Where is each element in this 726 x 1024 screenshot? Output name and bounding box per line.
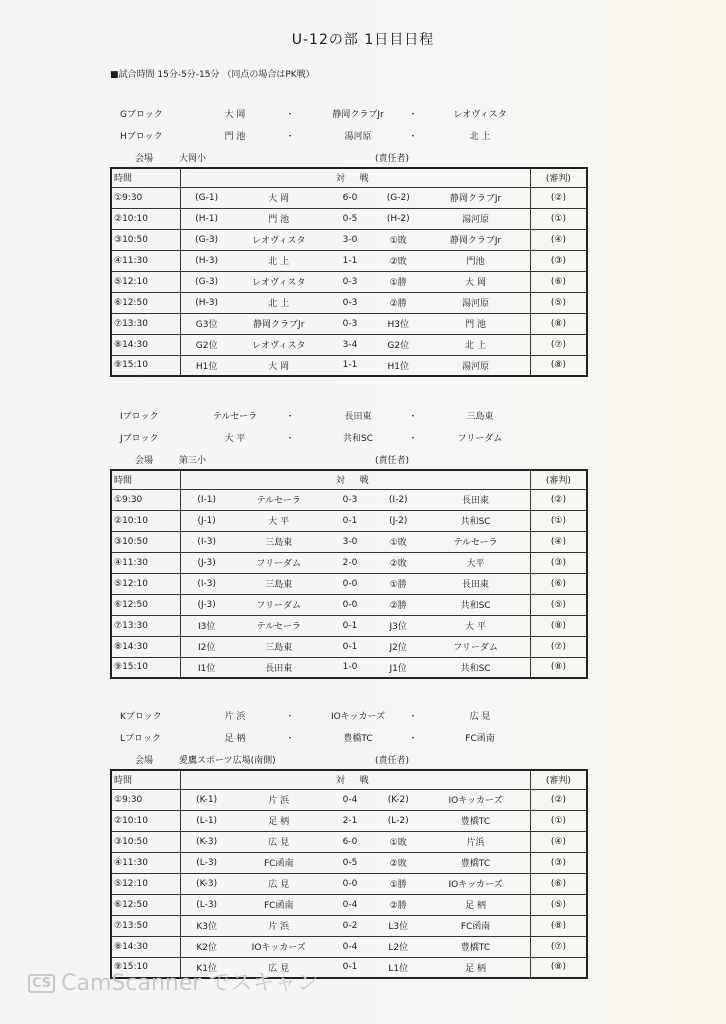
table-row [111, 936, 587, 957]
match-score: 0-5 [325, 208, 375, 229]
away-team: 共和SC [421, 594, 530, 615]
away-code: J2位 [375, 636, 421, 657]
home-code: (G-3) [180, 271, 232, 292]
away-team: 大平 [421, 552, 530, 573]
home-team: 広 見 [233, 831, 325, 852]
venue-label: 会場 [135, 154, 154, 164]
block-team: 共和SC [343, 434, 373, 444]
away-code: ②勝 [375, 594, 421, 615]
match-score: 1-1 [325, 355, 375, 376]
away-team: 門池 [421, 250, 530, 271]
table-row [111, 510, 587, 531]
referee: (⑥) [530, 873, 587, 894]
match-time: ⑦13:50 [111, 915, 180, 936]
match-score: 6-0 [325, 831, 375, 852]
home-code: K2位 [180, 936, 232, 957]
away-code: ①勝 [375, 271, 421, 292]
block-name: Gブロック [120, 110, 163, 120]
table-row [111, 552, 587, 573]
away-team: 豊橋TC [421, 852, 530, 873]
block-team: レオヴィスタ [453, 110, 507, 120]
away-code: H3位 [375, 313, 421, 334]
header-match: 対 戦 [180, 770, 530, 789]
home-team: テルセーラ [233, 615, 325, 636]
away-code: ①勝 [375, 873, 421, 894]
venue-name: 大岡小 [179, 154, 207, 164]
away-team: 豊橋TC [421, 810, 530, 831]
away-team: フリーダム [421, 636, 530, 657]
match-score: 3-0 [325, 229, 375, 250]
match-score: 0-1 [325, 957, 375, 978]
block-name: Hブロック [120, 132, 163, 142]
table-row [111, 789, 587, 810]
referee: (⑧) [530, 957, 587, 978]
block-name: Lブロック [120, 734, 161, 744]
table-row [111, 355, 587, 376]
away-team: 大 平 [421, 615, 530, 636]
separator-dot: ・ [285, 132, 295, 142]
home-code: (J-1) [180, 510, 232, 531]
responsible-label: (責任者) [375, 456, 410, 466]
home-code: G2位 [180, 334, 232, 355]
referee: (⑧) [530, 915, 587, 936]
referee: (⑤) [530, 292, 587, 313]
separator-dot: ・ [408, 712, 418, 722]
away-code: (G-2) [375, 187, 421, 208]
home-team: FC函南 [233, 852, 325, 873]
referee: (④) [530, 531, 587, 552]
match-time: ⑥12:50 [111, 292, 180, 313]
referee: (⑤) [530, 594, 587, 615]
table-row [111, 873, 587, 894]
separator-dot: ・ [285, 434, 295, 444]
home-team: 広 見 [233, 957, 325, 978]
home-code: (H-3) [180, 292, 232, 313]
venue-label: 会場 [135, 756, 154, 766]
table-row [111, 250, 587, 271]
home-team: 三島東 [233, 531, 325, 552]
referee: (⑦) [530, 936, 587, 957]
home-code: K3位 [180, 915, 232, 936]
table-row [111, 292, 587, 313]
match-time: ⑨15:10 [111, 657, 180, 678]
home-team: 門 池 [233, 208, 325, 229]
schedule-table [110, 167, 588, 377]
match-score: 3-0 [325, 531, 375, 552]
away-team: 足 柄 [421, 894, 530, 915]
block-team: 片 浜 [224, 712, 246, 722]
block-team: 静岡クラブJr [332, 110, 384, 120]
match-time: ⑨15:10 [111, 355, 180, 376]
match-score: 6-0 [325, 187, 375, 208]
table-header-row [111, 770, 587, 789]
away-code: (K-2) [375, 789, 421, 810]
home-code: K1位 [180, 957, 232, 978]
block-name: Iブロック [120, 412, 159, 422]
home-code: (L-3) [180, 852, 232, 873]
referee: (①) [530, 208, 587, 229]
table-row [111, 852, 587, 873]
match-score: 0-4 [325, 789, 375, 810]
header-time: 時間 [111, 770, 180, 789]
away-code: (I-2) [375, 489, 421, 510]
referee: (④) [530, 831, 587, 852]
match-score: 3-4 [325, 334, 375, 355]
header-time: 時間 [111, 168, 180, 187]
home-team: 片 浜 [233, 915, 325, 936]
block-team: 長田東 [344, 412, 372, 422]
match-time: ③10:50 [111, 831, 180, 852]
separator-dot: ・ [285, 734, 295, 744]
away-code: ②敗 [375, 552, 421, 573]
away-team: 長田東 [421, 489, 530, 510]
away-code: J3位 [375, 615, 421, 636]
match-score: 0-3 [325, 292, 375, 313]
venue-label: 会場 [135, 456, 154, 466]
home-team: 三島東 [233, 573, 325, 594]
home-team: 長田東 [233, 657, 325, 678]
table-row [111, 573, 587, 594]
block-team: FC函南 [465, 734, 495, 744]
match-score: 0-1 [325, 615, 375, 636]
away-code: ②敗 [375, 250, 421, 271]
away-code: ②勝 [375, 894, 421, 915]
block-team: テルセーラ [212, 412, 258, 422]
match-score: 0-1 [325, 636, 375, 657]
match-time: ⑧14:30 [111, 334, 180, 355]
away-code: (H-2) [375, 208, 421, 229]
match-time: ③10:50 [111, 229, 180, 250]
match-time: ⑧14:30 [111, 636, 180, 657]
home-team: 三島東 [233, 636, 325, 657]
away-team: 共和SC [421, 510, 530, 531]
home-code: (J-3) [180, 594, 232, 615]
referee: (②) [530, 489, 587, 510]
page-title: U-12の部 1日目日程 [291, 32, 435, 48]
block-team: 三島東 [466, 412, 494, 422]
camscanner-watermark [28, 966, 318, 997]
table-row [111, 615, 587, 636]
separator-dot: ・ [408, 434, 418, 444]
home-team: レオヴィスタ [233, 271, 325, 292]
away-code: (J-2) [375, 510, 421, 531]
away-team: 片浜 [421, 831, 530, 852]
away-code: L3位 [375, 915, 421, 936]
home-team: テルセーラ [233, 489, 325, 510]
match-time: ④11:30 [111, 852, 180, 873]
match-score: 1-1 [325, 250, 375, 271]
away-team: 静岡クラブJr [421, 229, 530, 250]
venue-name: 愛鷹スポーツ広場(南側) [179, 756, 276, 766]
home-code: (L-1) [180, 810, 232, 831]
referee: (⑧) [530, 615, 587, 636]
block-team: 湯河原 [344, 132, 372, 142]
separator-dot: ・ [408, 412, 418, 422]
home-code: (I-1) [180, 489, 232, 510]
home-code: (K-1) [180, 789, 232, 810]
home-team: 大 岡 [233, 187, 325, 208]
table-row [111, 313, 587, 334]
match-time: ⑥12:50 [111, 894, 180, 915]
separator-dot: ・ [408, 734, 418, 744]
match-time-note: ■試合時間 15分-5分-15分 （同点の場合はPK戦） [110, 70, 315, 80]
table-header-row [111, 470, 587, 489]
match-time: ②10:10 [111, 208, 180, 229]
home-team: フリーダム [233, 552, 325, 573]
referee: (①) [530, 810, 587, 831]
home-code: (L-3) [180, 894, 232, 915]
match-time: ⑥12:50 [111, 594, 180, 615]
away-code: L1位 [375, 957, 421, 978]
match-time: ①9:30 [111, 489, 180, 510]
match-time: ⑨15:10 [111, 957, 180, 978]
home-team: 静岡クラブJr [233, 313, 325, 334]
referee: (③) [530, 552, 587, 573]
separator-dot: ・ [285, 412, 295, 422]
away-team: 湯河原 [421, 208, 530, 229]
home-team: 大 岡 [233, 355, 325, 376]
home-code: (K-3) [180, 831, 232, 852]
match-time: ②10:10 [111, 810, 180, 831]
away-code: ①敗 [375, 531, 421, 552]
match-score: 0-4 [325, 936, 375, 957]
referee: (⑤) [530, 894, 587, 915]
home-code: I2位 [180, 636, 232, 657]
home-code: G3位 [180, 313, 232, 334]
home-team: 片 浜 [233, 789, 325, 810]
home-team: レオヴィスタ [233, 334, 325, 355]
referee: (⑥) [530, 573, 587, 594]
home-code: I1位 [180, 657, 232, 678]
separator-dot: ・ [408, 110, 418, 120]
away-team: 大 岡 [421, 271, 530, 292]
away-team: IOキッカーズ [421, 873, 530, 894]
separator-dot: ・ [408, 132, 418, 142]
match-time: ⑧14:30 [111, 936, 180, 957]
match-time: ①9:30 [111, 789, 180, 810]
responsible-label: (責任者) [375, 756, 410, 766]
block-name: Jブロック [120, 434, 159, 444]
away-team: 湯河原 [421, 355, 530, 376]
home-team: 北 上 [233, 292, 325, 313]
match-score: 0-3 [325, 489, 375, 510]
home-code: (G-1) [180, 187, 232, 208]
referee: (②) [530, 789, 587, 810]
away-team: 足 柄 [421, 957, 530, 978]
table-row [111, 208, 587, 229]
table-row [111, 810, 587, 831]
responsible-label: (責任者) [375, 154, 410, 164]
block-team: 豊橋TC [343, 734, 373, 744]
away-team: テルセーラ [421, 531, 530, 552]
match-score: 2-1 [325, 810, 375, 831]
match-time: ⑤12:10 [111, 873, 180, 894]
block-name: Kブロック [120, 712, 162, 722]
table-row [111, 594, 587, 615]
home-team: 広 見 [233, 873, 325, 894]
table-row [111, 271, 587, 292]
venue-name: 第三小 [179, 456, 207, 466]
referee: (⑧) [530, 355, 587, 376]
match-time: ⑤12:10 [111, 573, 180, 594]
home-code: (I-3) [180, 573, 232, 594]
table-row [111, 531, 587, 552]
home-code: (G-3) [180, 229, 232, 250]
away-team: FC函南 [421, 915, 530, 936]
match-time: ⑦13:30 [111, 313, 180, 334]
home-code: (H-1) [180, 208, 232, 229]
match-score: 0-2 [325, 915, 375, 936]
match-score: 0-1 [325, 510, 375, 531]
home-team: FC函南 [233, 894, 325, 915]
away-code: ①敗 [375, 229, 421, 250]
referee: (⑦) [530, 334, 587, 355]
home-team: 北 上 [233, 250, 325, 271]
match-time: ②10:10 [111, 510, 180, 531]
away-code: (L-2) [375, 810, 421, 831]
table-row [111, 657, 587, 678]
away-team: 共和SC [421, 657, 530, 678]
home-code: (H-3) [180, 250, 232, 271]
header-referee: (審判) [530, 470, 587, 489]
home-team: フリーダム [233, 594, 325, 615]
header-time: 時間 [111, 470, 180, 489]
away-code: H1位 [375, 355, 421, 376]
away-team: 湯河原 [421, 292, 530, 313]
match-time: ⑤12:10 [111, 271, 180, 292]
table-header-row [111, 168, 587, 187]
camscanner-logo-icon: CS [28, 974, 55, 993]
block-team: 大 平 [224, 434, 246, 444]
home-team: 大 平 [233, 510, 325, 531]
block-team: IOキッカーズ [330, 712, 386, 722]
away-code: L2位 [375, 936, 421, 957]
table-row [111, 229, 587, 250]
header-referee: (審判) [530, 168, 587, 187]
away-code: ②勝 [375, 292, 421, 313]
header-match: 対 戦 [180, 168, 530, 187]
table-row [111, 894, 587, 915]
home-team: IOキッカーズ [233, 936, 325, 957]
away-code: ①勝 [375, 573, 421, 594]
home-code: H1位 [180, 355, 232, 376]
away-code: G2位 [375, 334, 421, 355]
separator-dot: ・ [285, 712, 295, 722]
referee: (⑦) [530, 636, 587, 657]
separator-dot: ・ [285, 110, 295, 120]
referee: (⑧) [530, 313, 587, 334]
header-match: 対 戦 [180, 470, 530, 489]
match-score: 0-0 [325, 573, 375, 594]
referee: (①) [530, 510, 587, 531]
schedule-table [110, 769, 588, 979]
block-team: 門 池 [224, 132, 246, 142]
table-row [111, 831, 587, 852]
match-score: 0-5 [325, 852, 375, 873]
match-score: 1-0 [325, 657, 375, 678]
header-referee: (審判) [530, 770, 587, 789]
home-team: 足 柄 [233, 810, 325, 831]
home-code: (K-3) [180, 873, 232, 894]
block-team: 足 柄 [224, 734, 246, 744]
schedule-table [110, 469, 588, 679]
match-score: 2-0 [325, 552, 375, 573]
block-team: 広 見 [469, 712, 491, 722]
away-team: 門 池 [421, 313, 530, 334]
away-code: ①敗 [375, 831, 421, 852]
home-code: I3位 [180, 615, 232, 636]
match-time: ①9:30 [111, 187, 180, 208]
table-row [111, 489, 587, 510]
table-row [111, 187, 587, 208]
away-code: J1位 [375, 657, 421, 678]
home-code: (J-3) [180, 552, 232, 573]
referee: (④) [530, 229, 587, 250]
match-time: ④11:30 [111, 552, 180, 573]
away-team: IOキッカーズ [421, 789, 530, 810]
match-score: 0-0 [325, 594, 375, 615]
away-team: 長田東 [421, 573, 530, 594]
away-team: 豊橋TC [421, 936, 530, 957]
block-team: フリーダム [457, 434, 503, 444]
referee: (③) [530, 250, 587, 271]
table-row [111, 636, 587, 657]
home-code: (I-3) [180, 531, 232, 552]
referee: (③) [530, 852, 587, 873]
match-score: 0-3 [325, 271, 375, 292]
block-team: 北 上 [469, 132, 491, 142]
match-time: ③10:50 [111, 531, 180, 552]
match-score: 0-4 [325, 894, 375, 915]
match-time: ⑦13:30 [111, 615, 180, 636]
watermark-text: CamScanner でスキャン [61, 971, 319, 996]
referee: (⑥) [530, 271, 587, 292]
match-time: ④11:30 [111, 250, 180, 271]
referee: (⑧) [530, 657, 587, 678]
block-team: 大 岡 [224, 110, 246, 120]
away-team: 北 上 [421, 334, 530, 355]
referee: (②) [530, 187, 587, 208]
home-team: レオヴィスタ [233, 229, 325, 250]
away-team: 静岡クラブJr [421, 187, 530, 208]
table-row [111, 915, 587, 936]
match-score: 0-3 [325, 313, 375, 334]
away-code: ②敗 [375, 852, 421, 873]
match-score: 0-0 [325, 873, 375, 894]
table-row [111, 334, 587, 355]
